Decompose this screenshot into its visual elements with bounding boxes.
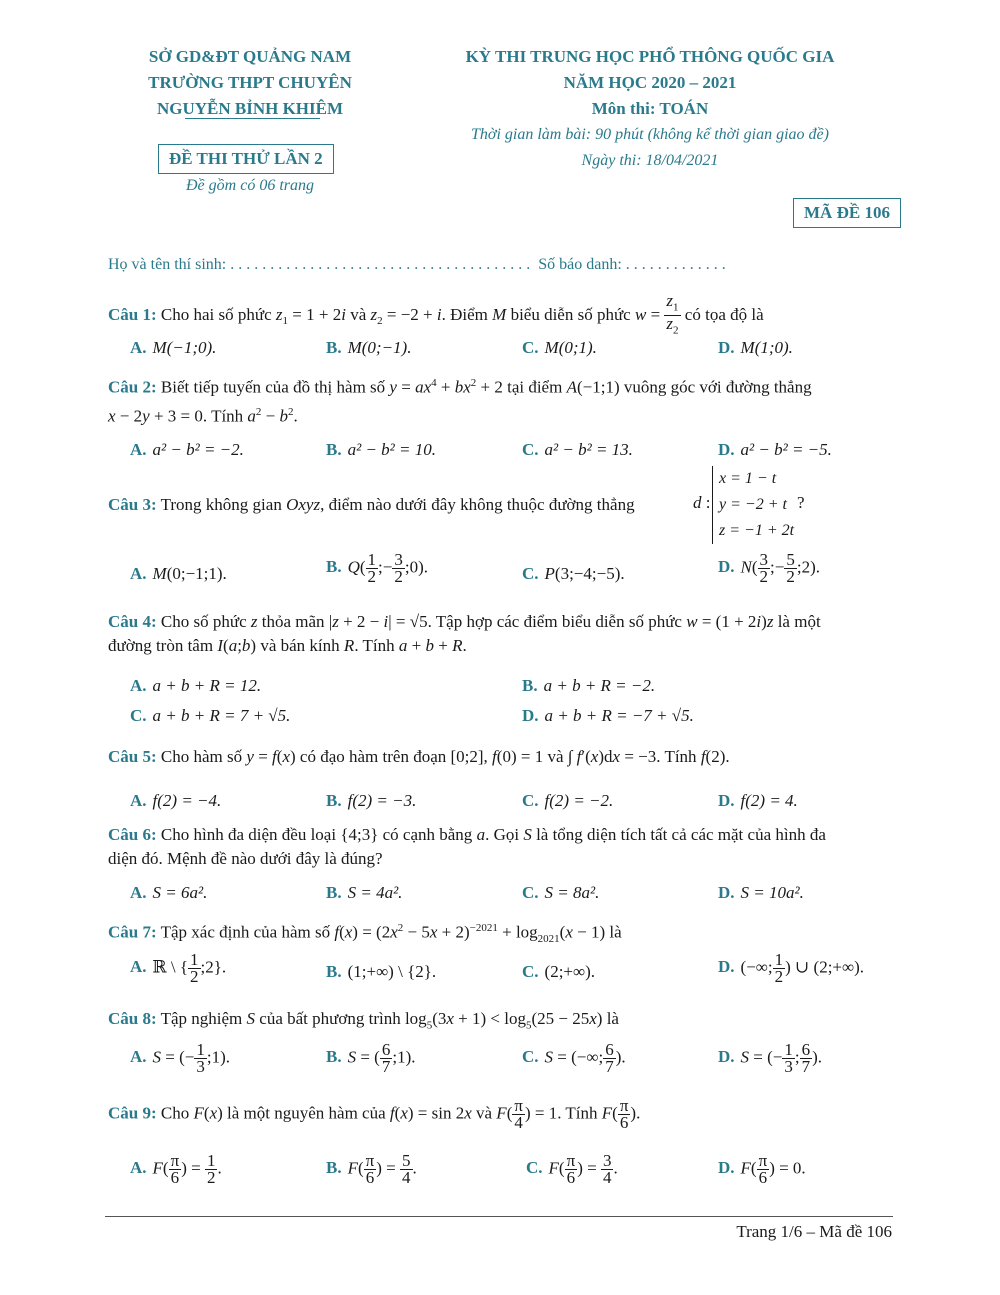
- q3-line-name: d :: [693, 493, 711, 512]
- q4-text-c: . Tập hợp các điểm biểu diễn số phức: [427, 612, 682, 631]
- subject: Môn thi: TOÁN: [591, 99, 709, 118]
- q3-text-b: , điểm nào dưới đây không thuộc đường thẳng: [320, 495, 635, 514]
- pages-note: Đề gồm có 06 trang: [186, 177, 314, 194]
- q9-option-c[interactable]: C. F( $\frac{\pi}{6}$ ) = $\frac{3}{4}$ .: [526, 1151, 618, 1187]
- q5-text-c: và: [547, 747, 564, 766]
- q1-label: Câu 1:: [108, 304, 157, 324]
- q6-text-b: có cạnh bằng: [382, 825, 473, 844]
- q5-text-b: có đạo hàm trên đoạn: [299, 747, 447, 766]
- question-6: Câu 6: Cho hình đa diện đều loại {4;3} có cạnh bằng a. Gọi S là tổng diện tích tất cả các mặt của hình đa diện đó. Mệnh đề nào dưới đây là đúng?: [108, 825, 826, 868]
- school-header: [100, 44, 400, 122]
- question-5: Câu 5: Cho hàm số y = f(x) có đạo hàm trên đoạn [0;2], f(0) = 1 và ∫ f′(x)dx = −3. Tính f(2).: [108, 747, 730, 766]
- q2-text-b: tại điểm: [507, 377, 563, 397]
- q4-label: Câu 4:: [108, 612, 157, 631]
- q3-option-c[interactable]: C. P(3;−4;−5).: [522, 564, 625, 583]
- q5-option-c[interactable]: C. f(2) = −2.: [522, 791, 614, 810]
- question-8: Câu 8: Tập nghiệm S của bất phương trình $\log_5(3x + 1) < \log_5(25 - 25x)$ là: [108, 1009, 619, 1032]
- q1-option-d[interactable]: D. M(1;0).: [718, 338, 793, 357]
- q1-option-a[interactable]: A. M(−1;0).: [130, 338, 217, 357]
- q3-option-d[interactable]: D. N( $\frac{3}{2}$ ;− $\frac{5}{2}$ ;2).: [718, 550, 820, 586]
- q2-text-c: vuông góc với đường thẳng: [623, 377, 812, 397]
- q5-text-d: . Tính: [656, 747, 697, 766]
- footer-divider: [105, 1216, 893, 1217]
- q3-eq-x: x = 1 − t: [719, 470, 777, 487]
- q7-text-b: là: [609, 922, 622, 942]
- q9-text-b: là một nguyên hàm của: [227, 1103, 386, 1123]
- q8-label: Câu 8:: [108, 1009, 157, 1028]
- question-4: Câu 4: Cho số phức z thỏa mãn |z + 2 − i| = √5. Tập hợp các điểm biểu diễn số phức w = (1 + 2i)z là một đường tròn tâm I(a;b) và bán kính R. Tính a + b + R.: [108, 612, 821, 655]
- q3-label: Câu 3:: [108, 495, 157, 514]
- candidate-id-label: Số báo danh: . . . . . . . . . . . . .: [538, 256, 726, 273]
- q5-option-b[interactable]: B. f(2) = −3.: [326, 791, 417, 810]
- q6-text-d: là tổng diện tích tất cả các mặt của hình đa: [536, 825, 826, 844]
- q8-option-c[interactable]: C. S = (−∞; $\frac{6}{7}$ ).: [522, 1040, 626, 1076]
- q6-text: Cho hình đa diện đều loại: [160, 825, 337, 844]
- q2-option-d[interactable]: D. a² − b² = −5.: [718, 440, 832, 459]
- page-footer: Trang 1/6 – Mã đề 106: [736, 1222, 892, 1241]
- q9-label: Câu 9:: [108, 1103, 157, 1123]
- q4-option-d[interactable]: D. a + b + R = −7 + √5.: [522, 706, 694, 725]
- q2-option-a[interactable]: A. a² − b² = −2.: [130, 440, 244, 459]
- q4-line2: đường tròn tâm: [108, 636, 214, 655]
- question-2: Câu 2: Biết tiếp tuyến của đồ thị hàm số $y = ax^4 + bx^2 + 2$ tại điểm A(−1;1) vuông góc với đường thẳng x − 2y + 3 = 0. Tính $a^2 - b^2$.: [108, 377, 812, 426]
- q8-text: Tập nghiệm: [160, 1009, 243, 1028]
- question-9: Câu 9: Cho F(x) là một nguyên hàm của f(x) = sin 2x và F( $\frac{\pi}{4}$ ) = 1. Tính F( $\frac{\pi}{6}$ ).: [108, 1096, 641, 1132]
- q4-line2-c: . Tính: [354, 636, 395, 655]
- q5-label: Câu 5:: [108, 747, 157, 766]
- q4-option-b[interactable]: B. a + b + R = −2.: [522, 676, 656, 695]
- q4-text: Cho số phức: [160, 612, 247, 631]
- school-year: NĂM HỌC 2020 – 2021: [563, 73, 737, 92]
- q3-option-b[interactable]: B. Q( $\frac{1}{2}$ ;− $\frac{3}{2}$ ;0).: [326, 550, 428, 586]
- question-7: Câu 7: Tập xác định của hàm số $f(x) = (2x^2 - 5x + 2)^{-2021} + \log_{2021}(x - 1)$ là: [108, 922, 622, 946]
- q5-text: Cho hàm số: [160, 747, 243, 766]
- q2-option-c[interactable]: C. a² − b² = 13.: [522, 440, 633, 459]
- q3-eq-z: z = −1 + 2t: [719, 522, 795, 539]
- dept-name: SỞ GD&ĐT QUẢNG NAM: [148, 47, 352, 66]
- q6-line2: diện đó. Mệnh đề nào dưới đây là đúng?: [108, 849, 383, 868]
- q8-text-b: của bất phương trình: [259, 1009, 401, 1028]
- q6-label: Câu 6:: [108, 825, 157, 844]
- question-3: Câu 3: Trong không gian Oxyz, điểm nào dưới đây không thuộc đường thẳng: [108, 495, 635, 514]
- q1-text-e: có tọa độ là: [684, 304, 764, 324]
- q8-option-b[interactable]: B. S = ( $\frac{6}{7}$ ;1).: [326, 1040, 416, 1076]
- q9-text-d: . Tính: [557, 1103, 598, 1123]
- school-underline: [185, 118, 320, 119]
- question-1: Câu 1: Cho hai số phức $z_1 = 1 + 2i$ và $z_2 = -2 + i$. Điểm M biểu diễn số phức w = $\frac{z_1}{z_2}$ có tọa độ là: [108, 291, 764, 337]
- q4-line2-b: và bán kính: [260, 636, 340, 655]
- q5-option-d[interactable]: D. f(2) = 4.: [718, 791, 798, 810]
- time-note: Thời gian làm bài: 90 phút (không kể thời gian giao đề): [471, 126, 829, 143]
- school-type: TRƯỜNG THPT CHUYÊN: [148, 73, 352, 92]
- q6-option-a[interactable]: A. S = 6a².: [130, 883, 208, 902]
- candidate-name-field: [108, 256, 726, 274]
- school-name: NGUYỄN BỈNH KHIÊM: [156, 99, 344, 118]
- q6-option-d[interactable]: D. S = 10a².: [718, 883, 804, 902]
- q7-option-b[interactable]: B. (1;+∞) \ {2}.: [326, 962, 437, 981]
- q8-text-c: là: [606, 1009, 619, 1028]
- q2-text: Biết tiếp tuyến của đồ thị hàm số: [160, 377, 386, 397]
- q9-text-c: và: [476, 1103, 493, 1123]
- q2-label: Câu 2:: [108, 377, 157, 397]
- q3-eq-y: y = −2 + t: [719, 496, 787, 513]
- q6-option-c[interactable]: C. S = 8a².: [522, 883, 600, 902]
- q3-text: Trong không gian: [160, 495, 282, 514]
- q6-option-b[interactable]: B. S = 4a².: [326, 883, 403, 902]
- q4-option-a[interactable]: A. a + b + R = 12.: [130, 676, 262, 695]
- date-note: Ngày thi: 18/04/2021: [581, 152, 719, 169]
- q9-text: Cho: [160, 1103, 190, 1123]
- q6-text-c: . Gọi: [485, 825, 520, 844]
- q7-text: Tập xác định của hàm số: [160, 922, 331, 942]
- exam-round-box: ĐỀ THI THỬ LẦN 2: [158, 144, 334, 174]
- q1-text-d: biểu diễn số phức: [510, 304, 631, 324]
- q7-option-a[interactable]: A. ℝ \ { $\frac{1}{2}$ ;2}.: [130, 950, 227, 986]
- exam-header: [430, 44, 870, 174]
- q7-option-d[interactable]: D. (−∞; $\frac{1}{2}$ ) ∪ (2;+∞).: [718, 950, 865, 986]
- q1-text-b: và: [350, 304, 367, 324]
- exam-title: KỲ THI TRUNG HỌC PHỔ THÔNG QUỐC GIA: [465, 47, 835, 66]
- q9-option-b[interactable]: B. F( $\frac{\pi}{6}$ ) = $\frac{5}{4}$ .: [326, 1151, 417, 1187]
- q9-option-a[interactable]: A. F( $\frac{\pi}{6}$ ) = $\frac{1}{2}$ .: [130, 1151, 222, 1187]
- q2-option-b[interactable]: B. a² − b² = 10.: [326, 440, 436, 459]
- q5-option-a[interactable]: A. f(2) = −4.: [130, 791, 222, 810]
- q8-option-a[interactable]: A. S = (− $\frac{1}{3}$ ;1).: [130, 1040, 231, 1076]
- q1-option-c[interactable]: C. M(0;1).: [522, 338, 597, 357]
- q3-system: [712, 466, 794, 544]
- exam-code-box: MÃ ĐỀ 106: [793, 198, 901, 228]
- q4-text-d: là một: [777, 612, 821, 631]
- candidate-name-label: Họ và tên thí sinh: . . . . . . . . . . . . . . . . . . . . . . . . . . . . . . . . . . . . . .: [108, 256, 531, 273]
- q1-option-b[interactable]: B. M(0;−1).: [326, 338, 412, 357]
- q4-text-b: thỏa mãn: [261, 612, 325, 631]
- q4-option-c[interactable]: C. a + b + R = 7 + √5.: [130, 706, 291, 725]
- q7-option-c[interactable]: C. (2;+∞).: [522, 962, 596, 981]
- q1-text-c: . Điểm: [441, 304, 488, 324]
- q7-label: Câu 7:: [108, 922, 157, 942]
- q2-text-d: Tính: [211, 406, 244, 426]
- q3-option-a[interactable]: A. M(0;−1;1).: [130, 564, 227, 583]
- q9-option-d[interactable]: D. F( $\frac{\pi}{6}$ ) = 0.: [718, 1151, 806, 1187]
- q1-text: Cho hai số phức: [160, 304, 272, 324]
- q8-option-d[interactable]: D. S = (− $\frac{1}{3}$ ; $\frac{6}{7}$ ).: [718, 1040, 823, 1076]
